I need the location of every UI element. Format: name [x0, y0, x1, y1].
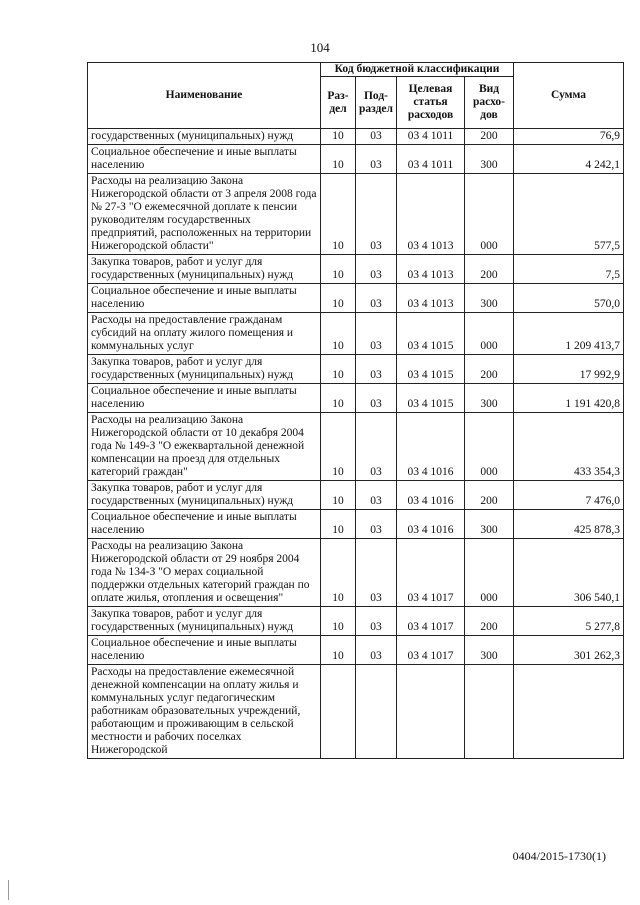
- row-target: 03 4 1015: [397, 384, 465, 413]
- table-row: [88, 510, 624, 539]
- row-sum: 7,5: [514, 255, 624, 284]
- row-target: [397, 665, 465, 759]
- row-razdel: 10: [321, 129, 356, 145]
- row-name: Социальное обеспечение и иные выплаты населению: [88, 384, 321, 413]
- row-target: 03 4 1015: [397, 355, 465, 384]
- row-sum: [514, 665, 624, 759]
- row-razdel: 10: [321, 413, 356, 481]
- row-target: 03 4 1011: [397, 129, 465, 145]
- row-vid: [465, 665, 514, 759]
- row-podrazdel: 03: [356, 539, 397, 607]
- row-razdel: 10: [321, 539, 356, 607]
- header-sum: Сумма: [514, 63, 624, 129]
- row-podrazdel: 03: [356, 510, 397, 539]
- row-sum: 5 277,8: [514, 607, 624, 636]
- document-code: 0404/2015-1730(1): [512, 849, 606, 863]
- row-vid: 000: [465, 313, 514, 355]
- row-podrazdel: 03: [356, 174, 397, 255]
- row-podrazdel: 03: [356, 145, 397, 174]
- row-sum: 7 476,0: [514, 481, 624, 510]
- row-razdel: 10: [321, 607, 356, 636]
- budget-table: [87, 62, 624, 759]
- row-podrazdel: 03: [356, 607, 397, 636]
- header-target: Целевая статья расходов: [397, 77, 465, 129]
- row-razdel: [321, 665, 356, 759]
- row-vid: 300: [465, 510, 514, 539]
- row-razdel: 10: [321, 284, 356, 313]
- row-vid: 000: [465, 413, 514, 481]
- row-name: Расходы на реализацию Закона Нижегородской области от 3 апреля 2008 года № 27-З "О ежемесячной доплате к пенсии руководителям государственных предприятий, расположенных на территории Нижегородской области": [88, 174, 321, 255]
- row-name: Расходы на предоставление ежемесячной денежной компенсации на оплату жилья и коммунальных услуг педагогическим работникам образовательных учреждений, работающим и проживающим в сельской местности и рабочих поселках Нижегородской: [88, 665, 321, 759]
- row-name: Расходы на предоставление гражданам субсидий на оплату жилого помещения и коммунальных услуг: [88, 313, 321, 355]
- row-sum: 17 992,9: [514, 355, 624, 384]
- row-vid: 200: [465, 355, 514, 384]
- row-name: Закупка товаров, работ и услуг для государственных (муниципальных) нужд: [88, 481, 321, 510]
- table-row: [88, 481, 624, 510]
- margin-line: [8, 880, 9, 900]
- row-name: Расходы на реализацию Закона Нижегородской области от 29 ноября 2004 года № 134-З "О мерах социальной поддержки отдельных категорий граждан по оплате жилья, отопления и освещения": [88, 539, 321, 607]
- row-sum: 433 354,3: [514, 413, 624, 481]
- row-podrazdel: 03: [356, 129, 397, 145]
- header-code-group: Код бюджетной классификации: [321, 63, 514, 77]
- row-razdel: 10: [321, 255, 356, 284]
- row-razdel: 10: [321, 174, 356, 255]
- table-row: [88, 355, 624, 384]
- row-razdel: 10: [321, 636, 356, 665]
- table-row: [88, 413, 624, 481]
- row-sum: 301 262,3: [514, 636, 624, 665]
- row-target: 03 4 1016: [397, 481, 465, 510]
- row-name: Закупка товаров, работ и услуг для государственных (муниципальных) нужд: [88, 607, 321, 636]
- row-vid: 200: [465, 255, 514, 284]
- row-vid: 200: [465, 607, 514, 636]
- table-row: [88, 384, 624, 413]
- table-row: [88, 129, 624, 145]
- row-target: 03 4 1017: [397, 607, 465, 636]
- row-vid: 200: [465, 481, 514, 510]
- table-row: [88, 665, 624, 759]
- table-row: [88, 255, 624, 284]
- table-row: [88, 636, 624, 665]
- row-vid: 300: [465, 284, 514, 313]
- table-body: [88, 129, 624, 759]
- row-target: 03 4 1017: [397, 539, 465, 607]
- row-vid: 000: [465, 539, 514, 607]
- row-sum: 1 191 420,8: [514, 384, 624, 413]
- row-sum: 306 540,1: [514, 539, 624, 607]
- page-number: 104: [310, 40, 330, 55]
- row-name: Социальное обеспечение и иные выплаты населению: [88, 510, 321, 539]
- row-podrazdel: 03: [356, 384, 397, 413]
- row-sum: 577,5: [514, 174, 624, 255]
- table-row: [88, 607, 624, 636]
- row-name: Закупка товаров, работ и услуг для государственных (муниципальных) нужд: [88, 255, 321, 284]
- row-razdel: 10: [321, 355, 356, 384]
- table-row: [88, 174, 624, 255]
- row-target: 03 4 1016: [397, 413, 465, 481]
- table-row: [88, 539, 624, 607]
- row-sum: 4 242,1: [514, 145, 624, 174]
- row-vid: 200: [465, 129, 514, 145]
- row-name: Расходы на реализацию Закона Нижегородской области от 10 декабря 2004 года № 149-З "О ежеквартальной денежной компенсации на проезд для отдельных категорий граждан": [88, 413, 321, 481]
- row-name: Социальное обеспечение и иные выплаты населению: [88, 284, 321, 313]
- table-row: [88, 284, 624, 313]
- row-podrazdel: 03: [356, 636, 397, 665]
- table-row: [88, 313, 624, 355]
- header-razdel: Раз- дел: [321, 77, 356, 129]
- header-vid: Вид расхо- дов: [465, 77, 514, 129]
- row-podrazdel: 03: [356, 413, 397, 481]
- row-podrazdel: [356, 665, 397, 759]
- row-target: 03 4 1013: [397, 174, 465, 255]
- row-target: 03 4 1011: [397, 145, 465, 174]
- row-podrazdel: 03: [356, 481, 397, 510]
- row-razdel: 10: [321, 510, 356, 539]
- table-row: [88, 145, 624, 174]
- row-target: 03 4 1016: [397, 510, 465, 539]
- row-name: Социальное обеспечение и иные выплаты населению: [88, 636, 321, 665]
- row-name: Социальное обеспечение и иные выплаты населению: [88, 145, 321, 174]
- row-podrazdel: 03: [356, 284, 397, 313]
- row-target: 03 4 1015: [397, 313, 465, 355]
- row-name: государственных (муниципальных) нужд: [88, 129, 321, 145]
- row-razdel: 10: [321, 384, 356, 413]
- row-sum: 425 878,3: [514, 510, 624, 539]
- row-razdel: 10: [321, 313, 356, 355]
- row-target: 03 4 1017: [397, 636, 465, 665]
- row-vid: 300: [465, 384, 514, 413]
- row-sum: 1 209 413,7: [514, 313, 624, 355]
- row-podrazdel: 03: [356, 255, 397, 284]
- row-name: Закупка товаров, работ и услуг для государственных (муниципальных) нужд: [88, 355, 321, 384]
- row-target: 03 4 1013: [397, 284, 465, 313]
- row-target: 03 4 1013: [397, 255, 465, 284]
- row-sum: 570,0: [514, 284, 624, 313]
- row-razdel: 10: [321, 145, 356, 174]
- row-vid: 300: [465, 145, 514, 174]
- header-podrazdel: Под- раздел: [356, 77, 397, 129]
- row-podrazdel: 03: [356, 313, 397, 355]
- row-vid: 300: [465, 636, 514, 665]
- row-vid: 000: [465, 174, 514, 255]
- row-razdel: 10: [321, 481, 356, 510]
- row-sum: 76,9: [514, 129, 624, 145]
- row-podrazdel: 03: [356, 355, 397, 384]
- header-name: Наименование: [88, 63, 321, 129]
